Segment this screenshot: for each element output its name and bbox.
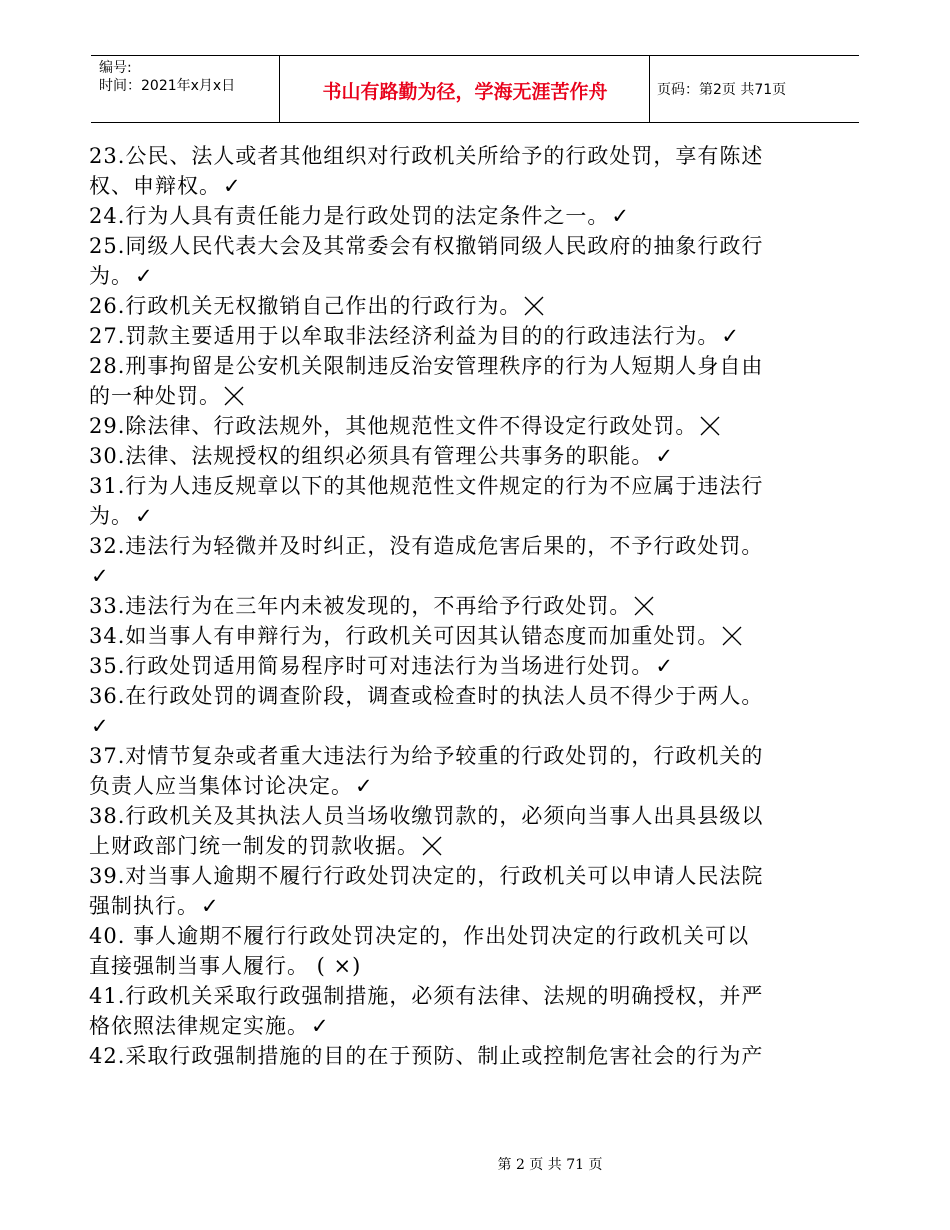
text-line (89, 171, 864, 201)
page-header (91, 55, 859, 123)
cross-mark-icon (700, 416, 720, 436)
header-motto: 书山有路勤为径，学海无涯苦作舟 (322, 81, 608, 103)
header-divider-right (649, 55, 650, 123)
line-text: 30.法律、法规授权的组织必须具有管理公共事务的职能。 (89, 444, 654, 468)
line-text: 42.采取行政强制措施的目的在于预防、制止或控制危害社会的行为产 (89, 1044, 764, 1068)
text-line (89, 951, 864, 981)
header-page-info: 页码：第2页 共71页 (657, 82, 787, 98)
check-mark-icon: ✓ (655, 444, 675, 468)
line-text: 的一种处罚。 (89, 384, 221, 408)
text-line (89, 411, 864, 441)
line-text: 31.行为人违反规章以下的其他规范性文件规定的行为不应属于违法行 (89, 474, 764, 498)
line-text: 41.行政机关采取行政强制措施，必须有法律、法规的明确授权，并严 (89, 984, 764, 1008)
check-mark-icon: ✓ (135, 504, 154, 528)
text-line (89, 441, 864, 471)
check-mark-icon: ✓ (91, 564, 110, 588)
text-line (89, 741, 864, 771)
check-mark-icon: ✓ (91, 714, 110, 738)
line-text: 29.除法律、行政法规外，其他规范性文件不得设定行政处罚。 (89, 414, 698, 438)
line-text: 为。 (89, 504, 133, 528)
line-text: 35.行政处罚适用简易程序时可对违法行为当场进行处罚。 (89, 654, 654, 678)
text-line (89, 501, 864, 531)
line-text: 36.在行政处罚的调查阶段，调查或检查时的执法人员不得少于两人。 (89, 684, 764, 708)
check-mark-icon: ✓ (223, 174, 242, 198)
text-line (89, 831, 864, 861)
line-text: 27.罚款主要适用于以牟取非法经济利益为目的的行政违法行为。 (89, 324, 720, 348)
document-number-label: 编号: (99, 60, 132, 76)
text-line (89, 351, 864, 381)
check-mark-icon: ✓ (311, 1014, 330, 1038)
line-text: 负责人应当集体讨论决定。 (89, 774, 353, 798)
line-text: 32.违法行为轻微并及时纠正，没有造成危害后果的，不予行政处罚。 (89, 534, 764, 558)
text-line (89, 591, 864, 621)
check-mark-icon: ✓ (135, 264, 154, 288)
line-text: 37.对情节复杂或者重大违法行为给予较重的行政处罚的，行政机关的 (89, 744, 764, 768)
text-line (89, 231, 864, 261)
line-text: 直接强制当事人履行。 ( ×) (89, 954, 362, 978)
question-list (89, 141, 864, 1071)
text-line (89, 471, 864, 501)
check-mark-icon: ✓ (201, 894, 220, 918)
line-text: 23.公民、法人或者其他组织对行政机关所给予的行政处罚，享有陈述 (89, 144, 764, 168)
text-line (89, 801, 864, 831)
line-text: 39.对当事人逾期不履行行政处罚决定的，行政机关可以申请人民法院 (89, 864, 764, 888)
cross-mark-icon (634, 596, 654, 616)
header-bottom-rule (91, 122, 859, 123)
line-text: 28.刑事拘留是公安机关限制违反治安管理秩序的行为人短期人身自由 (89, 354, 764, 378)
text-line (89, 651, 864, 681)
page-footer: 第 2 页 共 71 页 (497, 1157, 603, 1173)
line-text: 25.同级人民代表大会及其常委会有权撤销同级人民政府的抽象行政行 (89, 234, 764, 258)
text-line (89, 141, 864, 171)
header-divider-left (279, 55, 280, 123)
cross-mark-icon (224, 386, 244, 406)
text-line (89, 561, 864, 591)
text-line (89, 981, 864, 1011)
text-line (89, 891, 864, 921)
line-text: 34.如当事人有申辩行为，行政机关可因其认错态度而加重处罚。 (89, 624, 720, 648)
cross-mark-icon (422, 836, 442, 856)
text-line (89, 531, 864, 561)
line-text: 26.行政机关无权撤销自己作出的行政行为。 (89, 294, 522, 318)
check-mark-icon: ✓ (611, 204, 631, 228)
check-mark-icon: ✓ (721, 324, 741, 348)
text-line (89, 1041, 864, 1071)
text-line (89, 921, 864, 951)
check-mark-icon: ✓ (655, 654, 675, 678)
line-text: 38.行政机关及其执法人员当场收缴罚款的，必须向当事人出具县级以 (89, 804, 764, 828)
line-text: 24.行为人具有责任能力是行政处罚的法定条件之一。 (89, 204, 610, 228)
line-text: 强制执行。 (89, 894, 199, 918)
line-text: 33.违法行为在三年内未被发现的，不再给予行政处罚。 (89, 594, 632, 618)
text-line (89, 1011, 864, 1041)
text-line (89, 381, 864, 411)
text-line (89, 681, 864, 711)
header-top-rule (91, 55, 859, 56)
document-time: 时间：2021年x月x日 (99, 78, 236, 94)
text-line (89, 261, 864, 291)
line-text: 权、申辩权。 (89, 174, 221, 198)
text-line (89, 771, 864, 801)
cross-mark-icon (524, 296, 544, 316)
text-line (89, 291, 864, 321)
text-line (89, 321, 864, 351)
text-line (89, 861, 864, 891)
line-text: 为。 (89, 264, 133, 288)
line-text: 上财政部门统一制发的罚款收据。 (89, 834, 419, 858)
line-text: 格依照法律规定实施。 (89, 1014, 309, 1038)
text-line (89, 711, 864, 741)
text-line (89, 621, 864, 651)
header-meta (99, 59, 235, 95)
cross-mark-icon (722, 626, 742, 646)
text-line (89, 201, 864, 231)
line-text: 40. 事人逾期不履行行政处罚决定的，作出处罚决定的行政机关可以 (89, 924, 750, 948)
check-mark-icon: ✓ (355, 774, 374, 798)
